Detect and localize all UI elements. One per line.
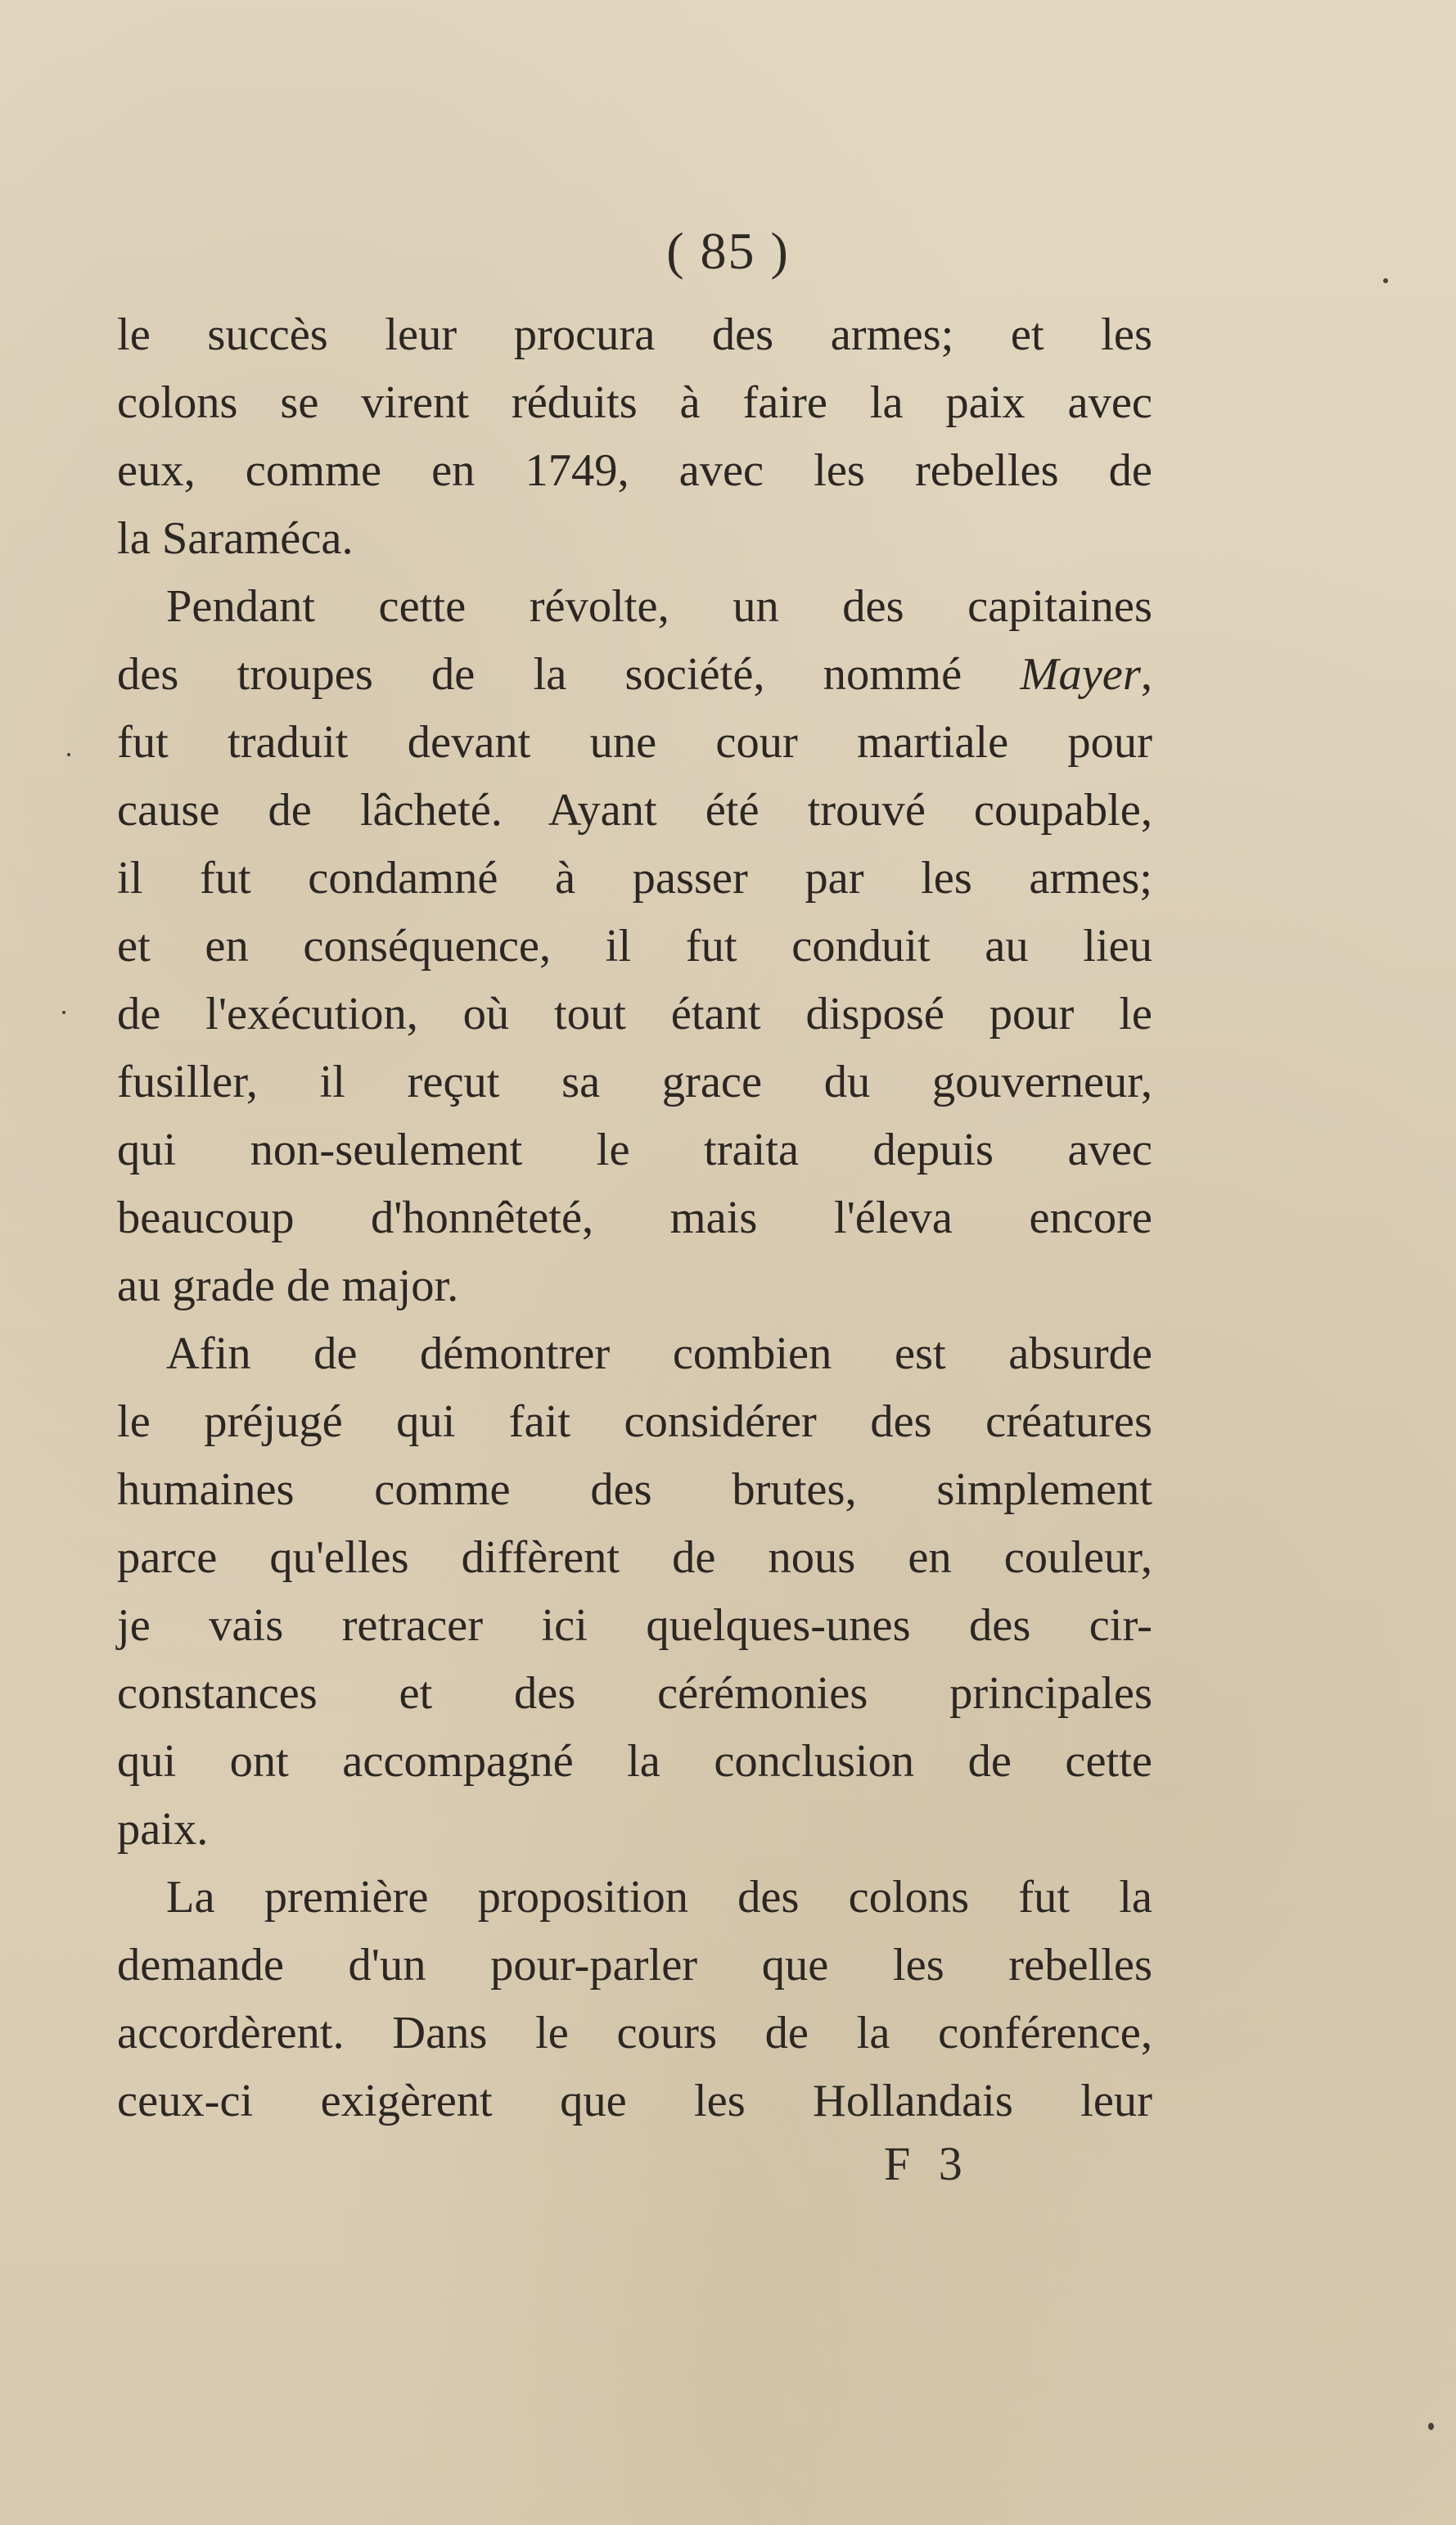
text-line: La première proposition des colons fut la bbox=[166, 1872, 1152, 1923]
text-line: fusiller, il reçut sa grace du gouverneur, bbox=[117, 1057, 1152, 1107]
text-line: Afin de démontrer combien est absurde bbox=[166, 1328, 1152, 1379]
text-line: parce qu'elles diffèrent de nous en couleur, bbox=[117, 1532, 1152, 1583]
text-line: le succès leur procura des armes; et les bbox=[117, 309, 1152, 360]
text-line: beaucoup d'honnêteté, mais l'éleva encore bbox=[117, 1193, 1152, 1243]
text-line: le préjugé qui fait considérer des créatures bbox=[117, 1396, 1152, 1447]
text-line: la Saraméca. bbox=[117, 513, 354, 564]
text-line: Pendant cette révolte, un des capitaines bbox=[166, 581, 1152, 632]
text-line: humaines comme des brutes, simplement bbox=[117, 1464, 1152, 1515]
text-line: je vais retracer ici quelques-unes des cir- bbox=[117, 1600, 1152, 1651]
text-line: et en conséquence, il fut conduit au lieu bbox=[117, 921, 1152, 972]
text-line: constances et des cérémonies principales bbox=[117, 1668, 1152, 1719]
paper-speck bbox=[1428, 2423, 1434, 2430]
text-line: demande d'un pour-parler que les rebelles bbox=[117, 1940, 1152, 1991]
text-line: ceux-ci exigèrent que les Hollandais leur bbox=[117, 2076, 1152, 2126]
text-line: fut traduit devant une cour martiale pour bbox=[117, 717, 1152, 768]
paper-speck bbox=[62, 1011, 65, 1014]
text-line: accordèrent. Dans le cours de la conférence, bbox=[117, 2008, 1152, 2058]
text-line: au grade de major. bbox=[117, 1260, 459, 1311]
page-number-header: ( 85 ) bbox=[666, 222, 790, 280]
text-line: de l'exécution, où tout étant disposé pour le bbox=[117, 989, 1152, 1039]
text-line: qui ont accompagné la conclusion de cette bbox=[117, 1736, 1152, 1787]
text-line: il fut condamné à passer par les armes; bbox=[117, 853, 1152, 904]
text-line: eux, comme en 1749, avec les rebelles de bbox=[117, 445, 1152, 496]
signature-mark: F 3 bbox=[884, 2137, 971, 2190]
text-line: paix. bbox=[117, 1804, 209, 1855]
italic-name: Mayer bbox=[1020, 649, 1141, 700]
text-line: des troupes de la société, nommé Mayer, bbox=[117, 649, 1152, 700]
text-line: qui non-seulement le traita depuis avec bbox=[117, 1125, 1152, 1175]
body-text bbox=[117, 301, 1152, 2135]
paper-speck bbox=[1383, 278, 1388, 283]
text-line: cause de lâcheté. Ayant été trouvé coupable, bbox=[117, 785, 1152, 836]
paper-speck bbox=[67, 753, 70, 756]
text-line: colons se virent réduits à faire la paix avec bbox=[117, 377, 1152, 428]
